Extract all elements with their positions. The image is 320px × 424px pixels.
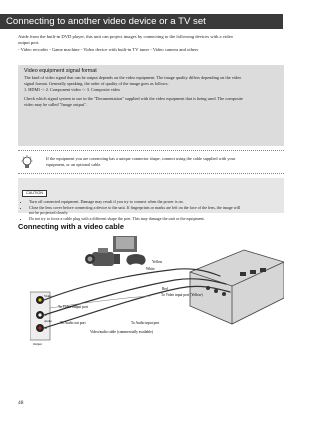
audio-jack-label: Audio: [44, 319, 52, 323]
signal-format-text: The kind of video signal that can be output depends on the video equipment. The image quality differs depending on the video: [24, 75, 242, 80]
caution-item: not be projected clearly.: [29, 210, 69, 215]
yellow-plug-label: Yellow: [152, 260, 163, 264]
video-input-port-label: To Video input port (Yellow): [161, 293, 203, 297]
video-output-port-label: To Video output port: [58, 305, 88, 309]
lightbulb-icon: [21, 155, 33, 171]
page-number: 48: [18, 400, 24, 406]
caution-label: CAUTION: [22, 190, 47, 197]
signal-format-box: [18, 65, 284, 146]
signal-format-text: Check which signal system to use in the "Documentation" supplied with the video equipment that is being used. The composite: [24, 96, 243, 102]
tv-illustration: [113, 236, 137, 252]
tip-line: If the equipment you are connecting has a unique connector shape, connect using the cable supplied with your: [46, 156, 236, 161]
tip-text: [46, 156, 280, 168]
device-list: - Video recorder - Game machine - Video device with built-in TV tuner - Video camera and others: [18, 46, 199, 52]
caution-item: • Turn off connected equipment. Damage may result if you try to connect when the power is on.: [29, 199, 280, 205]
video-jack-label: Video: [44, 294, 52, 298]
signal-format-title: Video equipment signal format: [24, 68, 97, 74]
intro-line: Aside from the built-in DVD player, this unit can project images by connecting to the following devices with a video: [18, 34, 233, 39]
white-plug-label: White: [146, 267, 155, 271]
signal-format-text: video may be called "Image output".: [24, 102, 87, 108]
red-plug-label: Red: [162, 287, 168, 291]
game-console-illustration: [126, 254, 145, 265]
caution-item: • Close the lens cover before connecting a device to the unit. If fingerprints or marks are left on the face of the lens, the image will: [29, 205, 280, 211]
cable-label: Video/audio cable (commercially available): [90, 330, 153, 334]
connection-diagram: [30, 236, 284, 348]
caution-box: [18, 178, 284, 221]
signal-format-text: 1. HDMI -> 2. Component video -> 3. Composite video: [24, 86, 121, 92]
caution-item: • Do not try to force a cable plug with a different shape the port. This may damage the unit or the equipment.: [29, 216, 280, 222]
output-panel-label: Output: [33, 342, 42, 346]
caution-list: [22, 199, 280, 221]
r-jack-label: R: [45, 326, 48, 330]
tip-line: equipment, or an optional cable.: [46, 162, 102, 167]
audio-out-port-label: To Audio out port: [60, 321, 86, 325]
tip-note: [18, 150, 284, 174]
l-jack-label: L: [45, 313, 47, 317]
signal-format-text: signal format. Generally speaking, the order of quality of the image goes as follows.: [24, 80, 169, 86]
intro-line: output port.: [18, 40, 40, 46]
page-title-banner: [0, 14, 283, 29]
intro-text: [18, 34, 284, 53]
audio-input-port-label: To Audio input port: [131, 321, 160, 325]
section-heading: Connecting with a video cable: [18, 222, 124, 231]
output-jack-panel: [30, 292, 52, 346]
page-title: Connecting to another video device or a TV set: [6, 16, 206, 27]
